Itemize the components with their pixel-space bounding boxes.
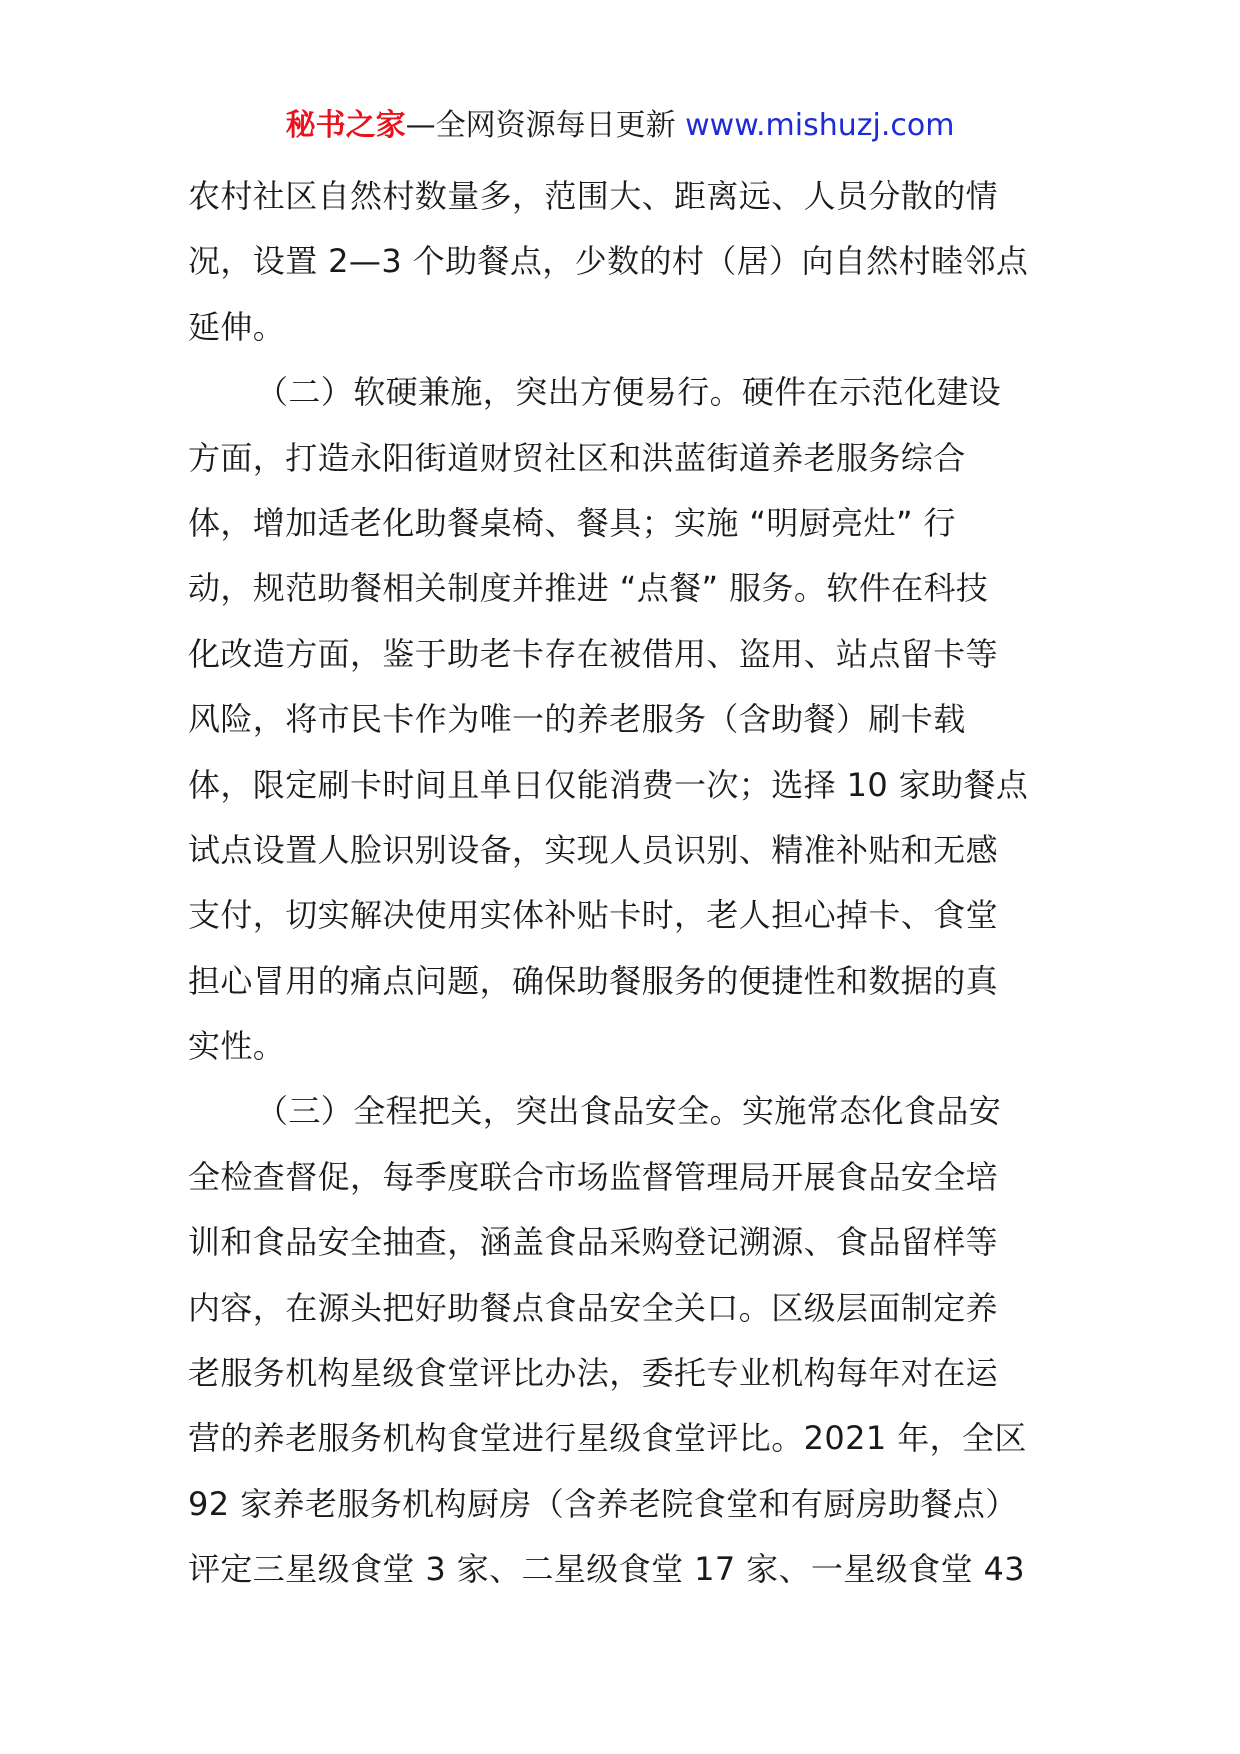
text-line: 92 家养老服务机构厨房（含养老院食堂和有厨房助餐点）: [188, 1484, 1018, 1523]
text-line: （三）全程把关，突出食品安全。实施常态化食品安: [256, 1092, 1002, 1131]
text-line: 试点设置人脸识别设备，实现人员识别、精准补贴和无感: [188, 830, 999, 869]
text-line: 体，限定刷卡时间且单日仅能消费一次；选择 10 家助餐点: [188, 765, 1029, 804]
header-tagline: —全网资源每日更新: [405, 108, 686, 143]
text-line: 延伸。: [188, 307, 286, 346]
text-line: 动，规范助餐相关制度并推进 “点餐” 服务。软件在科技: [188, 569, 989, 608]
text-line: 风险，将市民卡作为唯一的养老服务（含助餐）刷卡载: [188, 700, 966, 739]
text-line: 评定三星级食堂 3 家、二星级食堂 17 家、一星级食堂 43: [188, 1550, 1026, 1589]
text-line: 实性。: [188, 1027, 286, 1066]
text-line: 支付，切实解决使用实体补贴卡时，老人担心掉卡、食堂: [188, 896, 999, 935]
text-line: 农村社区自然村数量多，范围大、距离远、人员分散的情: [188, 177, 999, 215]
page-header: [0, 98, 1240, 154]
brand-name: 秘书之家: [285, 108, 406, 143]
text-line: 全检查督促，每季度联合市场监督管理局开展食品安全培: [188, 1157, 999, 1196]
text-line: 况，设置 2—3 个助餐点，少数的村（居）向自然村睦邻点: [188, 242, 1029, 281]
document-body: [188, 164, 1058, 1603]
text-line: 体，增加适老化助餐桌椅、餐具；实施 “明厨亮灶” 行: [188, 503, 956, 542]
text-line: （二）软硬兼施，突出方便易行。硬件在示范化建设: [256, 373, 1002, 412]
text-line: 营的养老服务机构食堂进行星级食堂评比。2021 年，全区: [188, 1419, 1027, 1458]
text-line: 老服务机构星级食堂评比办法，委托专业机构每年对在运: [188, 1354, 999, 1393]
text-line: 方面，打造永阳街道财贸社区和洪蓝街道养老服务综合: [188, 438, 966, 477]
text-line: 担心冒用的痛点问题，确保助餐服务的便捷性和数据的真: [188, 961, 999, 1000]
text-line: 训和食品安全抽查，涵盖食品采购登记溯源、食品留样等: [188, 1223, 999, 1262]
site-url-link[interactable]: www.mishuzj.com: [685, 108, 955, 143]
text-line: 内容，在源头把好助餐点食品安全关口。区级层面制定养: [188, 1288, 999, 1327]
text-line: 化改造方面，鉴于助老卡存在被借用、盗用、站点留卡等: [188, 634, 999, 673]
